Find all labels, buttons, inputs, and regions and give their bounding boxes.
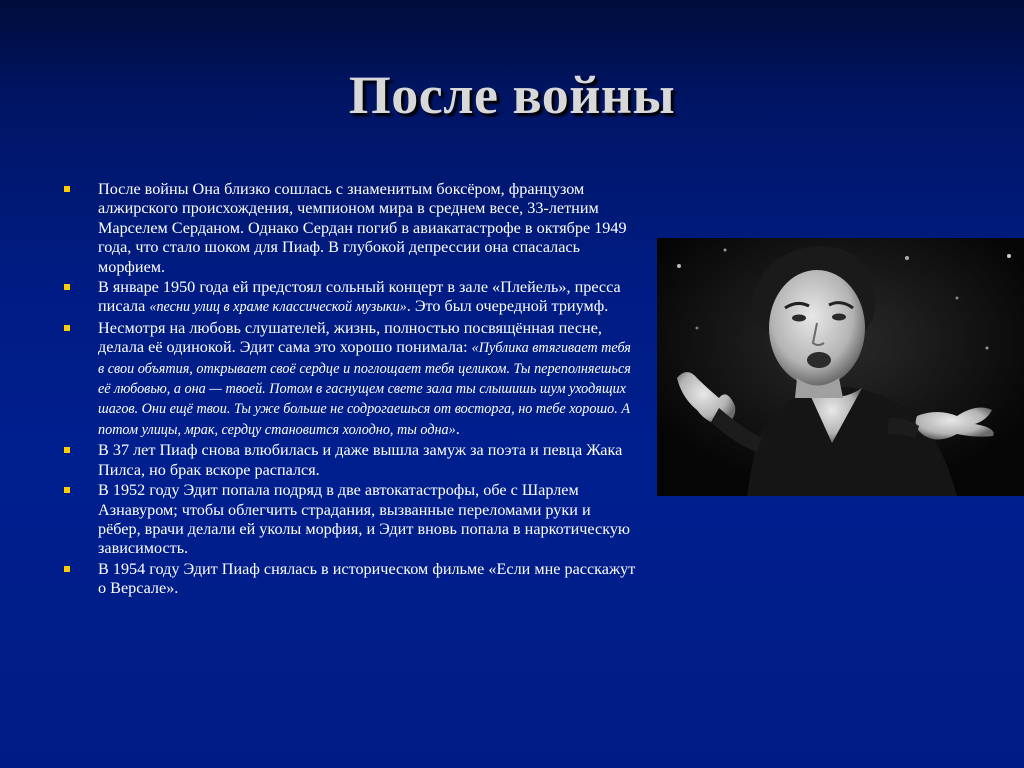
singer-photo <box>657 238 1024 496</box>
bullet-square-icon <box>64 566 70 572</box>
slide-title: После войны <box>348 65 676 125</box>
bullet-text: В 1954 году Эдит Пиаф снялась в историческом фильме «Если мне расскажут о Версале». <box>98 559 636 598</box>
bullet-item <box>62 319 636 440</box>
bullet-text: После войны Она близко сошлась с знаменитым боксёром, французом алжирского происхождения, чемпионом мира в среднем весе, 33-летним Марселем Серданом. Однако Сердан погиб в авиакатастрофе в октябре 1949 года, что стало шоком для Пиаф. В глубокой депрессии она спасалась морфием. <box>98 180 627 276</box>
bullet-square-icon <box>64 447 70 453</box>
bullet-square-icon <box>64 186 70 192</box>
singer-photo-icon <box>657 238 1024 496</box>
bullet-item <box>62 278 636 318</box>
bullet-item <box>62 481 636 559</box>
bullet-item <box>62 441 636 480</box>
bullet-text: Несмотря на любовь слушателей, жизнь, полностью посвящённая песне, делала её одинокой. Эдит сама это хорошо понимала: <box>98 318 602 357</box>
bullet-square-icon <box>64 487 70 493</box>
bullet-quote: «Публика втягивает тебя в свои объятия, открывает своё сердце и поглощает тебя целиком. Ты переполняешься её любовью, а она — твоей. Потом в гаснущем свете зала ты слышишь шум уходящих шагов. Они ещё твои. Ты уже больше не содрогаешься от восторга, но тебе хорошо. А потом улицы, мрак, сердцу становится холодно, ты одна» <box>98 340 631 438</box>
bullet-item <box>62 180 636 277</box>
bullet-text: . <box>455 419 460 438</box>
bullet-text: В 37 лет Пиаф снова влюбилась и даже вышла замуж за поэта и певца Жака Пилса, но брак вскоре распался. <box>98 441 623 479</box>
bullet-square-icon <box>64 325 70 331</box>
bullet-list <box>62 180 636 600</box>
bullet-text: В 1952 году Эдит попала подряд в две автокатастрофы, обе с Шарлем Азнавуром; чтобы облегчить страдания, вызванные переломами руки и рёбер, врачи делали ей уколы морфия, и Эдит вновь попала в наркотическую зависимость. <box>98 481 631 558</box>
bullet-text: В январе 1950 года ей предстоял сольный концерт в зале «Плейель», пресса писала <box>98 278 621 316</box>
bullet-square-icon <box>64 284 70 290</box>
bullet-quote: «песни улиц в храме классической музыки» <box>149 299 407 316</box>
bullet-text: . Это был очередной триумф. <box>406 297 609 316</box>
bullet-item <box>62 560 636 599</box>
